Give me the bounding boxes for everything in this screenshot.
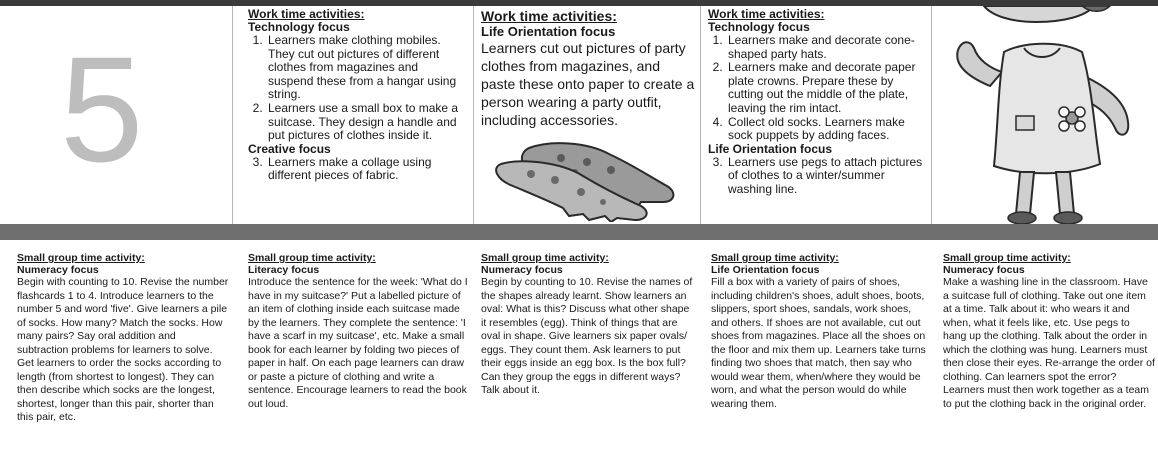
- section-separator-band: [0, 224, 1158, 240]
- activity-text: Learners cut out pictures of party clothes from magazines, and paste these onto paper to create a person wearing a party outfit, including accessories.: [481, 40, 695, 128]
- work-time-life-orientation: [481, 8, 696, 222]
- work-time-title: Work time activities:: [481, 8, 617, 24]
- work-time-technology-life-orientation: [708, 8, 930, 222]
- focus-heading: Numeracy focus: [17, 264, 99, 276]
- child-character-illustration: [932, 6, 1158, 224]
- focus-heading: Technology focus: [248, 20, 350, 34]
- activity-item: 1. Learners make and decorate cone-shaped party hats.: [726, 34, 930, 61]
- focus-heading: Life Orientation focus: [711, 264, 820, 276]
- small-group-title: Small group time activity:: [943, 252, 1071, 264]
- activity-list: [248, 34, 466, 143]
- work-time-title: Work time activities:: [708, 8, 825, 21]
- small-group-title: Small group time activity:: [17, 252, 145, 264]
- activity-list: [708, 34, 930, 116]
- small-group-activity-2: [248, 252, 468, 411]
- small-group-title: Small group time activity:: [711, 252, 839, 264]
- work-time-technology-creative: [248, 8, 466, 222]
- focus-heading: Numeracy focus: [481, 264, 563, 276]
- small-group-activity-3: [481, 252, 697, 398]
- column-divider: [473, 6, 474, 224]
- activity-item: 4. Collect old socks. Learners make sock puppets by adding faces.: [726, 116, 930, 143]
- activity-text: Begin by counting to 10. Revise the names of the shapes already learnt. Show learners an oval: What is this? Discuss what other shape it resembles (egg). Think of things that are oval in shape. Give learners six paper ovals/ eggs. They count them. Ask learners to put their eggs inside an egg box. Is the box full? Can they group the eggs in different ways? Talk about it.: [481, 276, 693, 396]
- crocodile-shoes-illustration: [491, 136, 691, 222]
- column-divider: [232, 6, 233, 224]
- activity-item: 1. Learners make clothing mobiles. They cut out pictures of different clothes from magazines and suspend these from a hangar using string.: [266, 34, 466, 102]
- day-number: 5: [60, 25, 144, 193]
- activity-item: 3. Learners use pegs to attach pictures of clothes to a winter/summer washing line.: [726, 156, 930, 197]
- activity-list: [248, 156, 466, 183]
- small-group-row: [0, 240, 1158, 456]
- column-divider: [700, 6, 701, 224]
- focus-heading: Creative focus: [248, 141, 331, 156]
- small-group-activity-4: [711, 252, 929, 411]
- activity-text: Introduce the sentence for the week: 'What do I have in my suitcase?' Put a labelled picture of an item of clothing inside each suitcase made by the learners. They complete the sentence: 'I have a scarf in my suitcase', etc. Make a small book for each learner by folding two pieces of paper in half. On each page learners can draw or paste a picture of clothing and write a sentence. Encourage learners to read the book out loud.: [248, 276, 468, 410]
- activity-list: [708, 156, 930, 197]
- day-number-cell: [0, 6, 232, 224]
- work-time-title: Work time activities:: [248, 8, 365, 21]
- small-group-title: Small group time activity:: [481, 252, 609, 264]
- small-group-title: Small group time activity:: [248, 252, 376, 264]
- activity-text: Begin with counting to 10. Revise the number flashcards 1 to 4. Introduce learners to the number 5 and word 'five'. Give learners a pile of socks. How many? Match the socks. How many pairs? Say oral addition and subtraction problems for learners to solve. Get learners to order the socks according to length (from shortest to longest). They can then describe which socks are the longest, shortest, longer than this pair, shorter than this pair, etc.: [17, 276, 229, 423]
- activity-item: 3. Learners make a collage using different pieces of fabric.: [266, 156, 466, 183]
- focus-heading: Literacy focus: [248, 264, 320, 276]
- small-group-activity-5: [943, 252, 1156, 411]
- activity-list: [708, 116, 930, 143]
- focus-heading: Life Orientation focus: [708, 141, 833, 156]
- focus-heading: Numeracy focus: [943, 264, 1025, 276]
- focus-heading: Technology focus: [708, 20, 810, 34]
- activity-item: 2. Learners use a small box to make a suitcase. They design a handle and put pictures of clothes inside it.: [266, 102, 466, 143]
- activity-text: Make a washing line in the classroom. Have a suitcase full of clothing. Take out one item at a time. Talk about it: who wears it and when, what it feels like, etc. Use pegs to hang up the clothing. Talk about the order in which the clothing was hung. Learners must then close their eyes. Re-arrange the order of clothing. Can learners spot the error? Learners must then work together as a team to put the clothing back in the original order.: [943, 276, 1155, 410]
- focus-heading: Life Orientation focus: [481, 24, 616, 39]
- activity-item: 2. Learners make and decorate paper plate crowns. Prepare these by cutting out the middle of the plate, leaving the rim intact.: [726, 61, 930, 115]
- small-group-activity-1: [17, 252, 229, 425]
- activity-text: Fill a box with a variety of pairs of shoes, including children's shoes, adult shoes, boots, slippers, sport shoes, sandals, work shoes, and others. If shoes are not available, cut out shoes from magazines. Place all the shoes on the floor and mix them up. Learners take turns finding two shoes that match, then say who would wear them, when/where they would be worn, and what the person would do while wearing them.: [711, 276, 926, 410]
- work-time-row: [0, 6, 1158, 224]
